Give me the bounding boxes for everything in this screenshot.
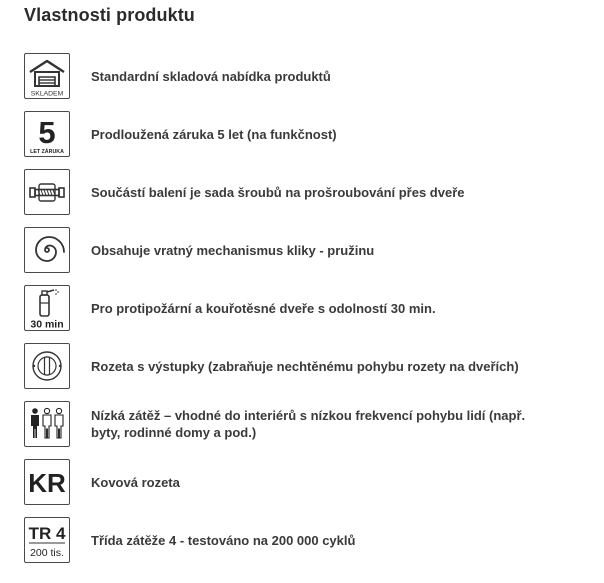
- feature-label: Třída zátěže 4 - testováno na 200 000 cyklů: [91, 532, 356, 548]
- feature-label: Rozeta s výstupky (zabraňuje nechtěnému pohybu rozety na dveřích): [91, 358, 519, 374]
- feature-list: [24, 47, 594, 569]
- warranty-5-years-icon: [24, 111, 70, 157]
- feature-item: [24, 279, 594, 337]
- low-load-people-icon: [24, 401, 70, 447]
- feature-item: [24, 395, 594, 453]
- icon-text-skladem: SKLADEM: [30, 90, 64, 98]
- feature-item: [24, 453, 594, 511]
- feature-item: [24, 47, 594, 105]
- feature-label: Nízká zátěž – vhodné do interiérů s nízkou frekvencí pohybu lidí (např. byty, rodinné domy a pod.): [91, 408, 526, 440]
- feature-label: Pro protipožární a kouřotěsné dveře s odolností 30 min.: [91, 300, 436, 316]
- fire-resistance-icon: [24, 285, 70, 331]
- feature-item: [24, 511, 594, 569]
- feature-item: [24, 337, 594, 395]
- icon-text-five: 5: [38, 115, 56, 150]
- spring-mechanism-icon: [24, 227, 70, 273]
- icon-text-let-zaruka: LET ZÁRUKA: [30, 149, 64, 155]
- feature-item: [24, 163, 594, 221]
- icon-text-200tis: 200 tis.: [30, 547, 64, 559]
- icon-text-tr4: TR 4: [28, 524, 66, 543]
- metal-rosette-kr-icon: [24, 459, 70, 505]
- feature-item: [24, 221, 594, 279]
- icon-text-kr: KR: [28, 468, 66, 498]
- rosette-bumps-icon: [24, 343, 70, 389]
- feature-label: Kovová rozeta: [91, 474, 180, 490]
- feature-item: [24, 105, 594, 163]
- feature-label: Prodloužená záruka 5 let (na funkčnost): [91, 126, 337, 142]
- icon-text-30min: 30 min: [30, 318, 64, 330]
- feature-label: Obsahuje vratný mechanismus kliky - pružinu: [91, 242, 375, 258]
- load-class-tr4-icon: [24, 517, 70, 563]
- feature-label: Standardní skladová nabídka produktů: [91, 68, 331, 84]
- feature-label: Součástí balení je sada šroubů na prošroubování přes dveře: [91, 184, 465, 200]
- screw-set-icon: [24, 169, 70, 215]
- section-title: Vlastnosti produktu: [24, 5, 195, 25]
- warehouse-stock-icon: [24, 53, 70, 99]
